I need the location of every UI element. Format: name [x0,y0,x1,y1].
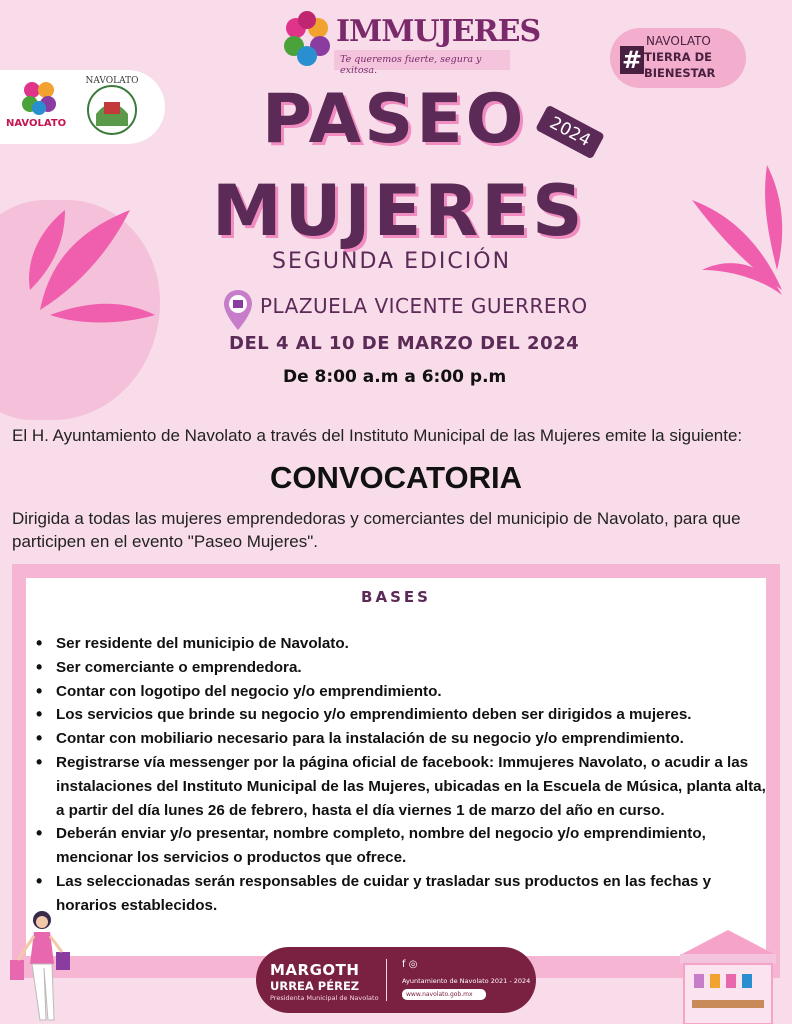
market-stall-icon [672,928,784,1024]
navolato-logo-label: NAVOLATO [6,118,67,129]
list-item: • Ser comerciante o emprendedora. [34,656,766,680]
bases-title: BASES [361,588,431,606]
brand-tagline: Te queremos fuerte, segura y exitosa. [334,50,510,70]
list-item: • Las seleccionadas serán responsables de cuidar y trasladar sus productos en las fechas y horarios establecidos. [34,870,766,918]
intro-paragraph: El H. Ayuntamiento de Navolato a través del Instituto Municipal de las Mujeres emite la siguiente: [12,426,743,445]
bases-list [34,632,766,918]
convocatoria-heading: CONVOCATORIA [269,460,523,495]
badge-line-1: TIERRA DE [644,50,712,64]
leaf-right-icon [682,160,792,300]
list-item: • Contar con logotipo del negocio y/o emprendimiento. [34,680,766,704]
tierra-bienestar-badge [610,28,746,88]
edition-label: SEGUNDA EDICIÓN [272,249,512,274]
immujeres-flower-icon [282,10,332,70]
municipal-logos-card [0,70,165,144]
immujeres-logo [282,10,541,76]
badge-line-2: BIENESTAR [644,66,716,80]
mayor-last-name: URREA PÉREZ [270,979,360,993]
list-item: • Deberán enviar y/o presentar, nombre completo, nombre del negocio y/o emprendimiento, mencionar los servicios o productos que ofrece. [34,822,766,870]
location-pin-icon [222,288,254,332]
social-icons: f ◎ [402,959,418,970]
event-title-mujeres: MUJERES [212,170,586,252]
venue-label: PLAZUELA VICENTE GUERRERO [260,294,588,318]
list-item: • Ser residente del municipio de Navolato. [34,632,766,656]
brand-name: IMMUJERES [336,14,541,49]
leaf-left-icon [20,190,160,330]
event-hours: De 8:00 a.m a 6:00 p.m [283,367,507,387]
list-item: • Registrarse vía messenger por la página oficial de facebook: Immujeres Navolato, o acudir a las instalaciones del Instituto Municipal de las Mujeres, ubicadas en la Escuela de Música, planta alta, a partir del día lunes 26 de febrero, hasta el día viernes 1 de marzo del año en curso. [34,751,766,822]
seal-text: NAVOLATO [85,76,139,86]
list-item: • Contar con mobiliario necesario para la instalación de su negocio y/o emprendimiento. [34,727,766,751]
list-item: • Los servicios que brinde su negocio y/o emprendimiento deben ser dirigidos a mujeres. [34,703,766,727]
badge-top-label: NAVOLATO [646,34,711,48]
mayor-role: Presidenta Municipal de Navolato [270,994,379,1002]
year-tag: 2024 [535,105,605,160]
audience-paragraph: Dirigida a todas las mujeres emprendedoras y comerciantes del municipio de Navolato, para que participen en el evento "Paseo Mujeres". [12,509,741,551]
footer-divider [386,959,387,1001]
footer-signature [256,947,536,1013]
website-link[interactable]: www.navolato.gob.mx [402,989,486,1000]
event-title-paseo: PASEO [262,80,527,159]
hashtag-icon: # [621,46,643,74]
seal-arc-text [80,70,144,90]
ayuntamiento-label: Ayuntamiento de Navolato 2021 - 2024 [402,977,531,985]
mayor-first-name: MARGOTH [270,961,360,979]
event-dates: DEL 4 AL 10 DE MARZO DEL 2024 [229,333,580,354]
navolato-flower-icon [22,78,56,116]
woman-shopping-icon [4,908,82,1024]
